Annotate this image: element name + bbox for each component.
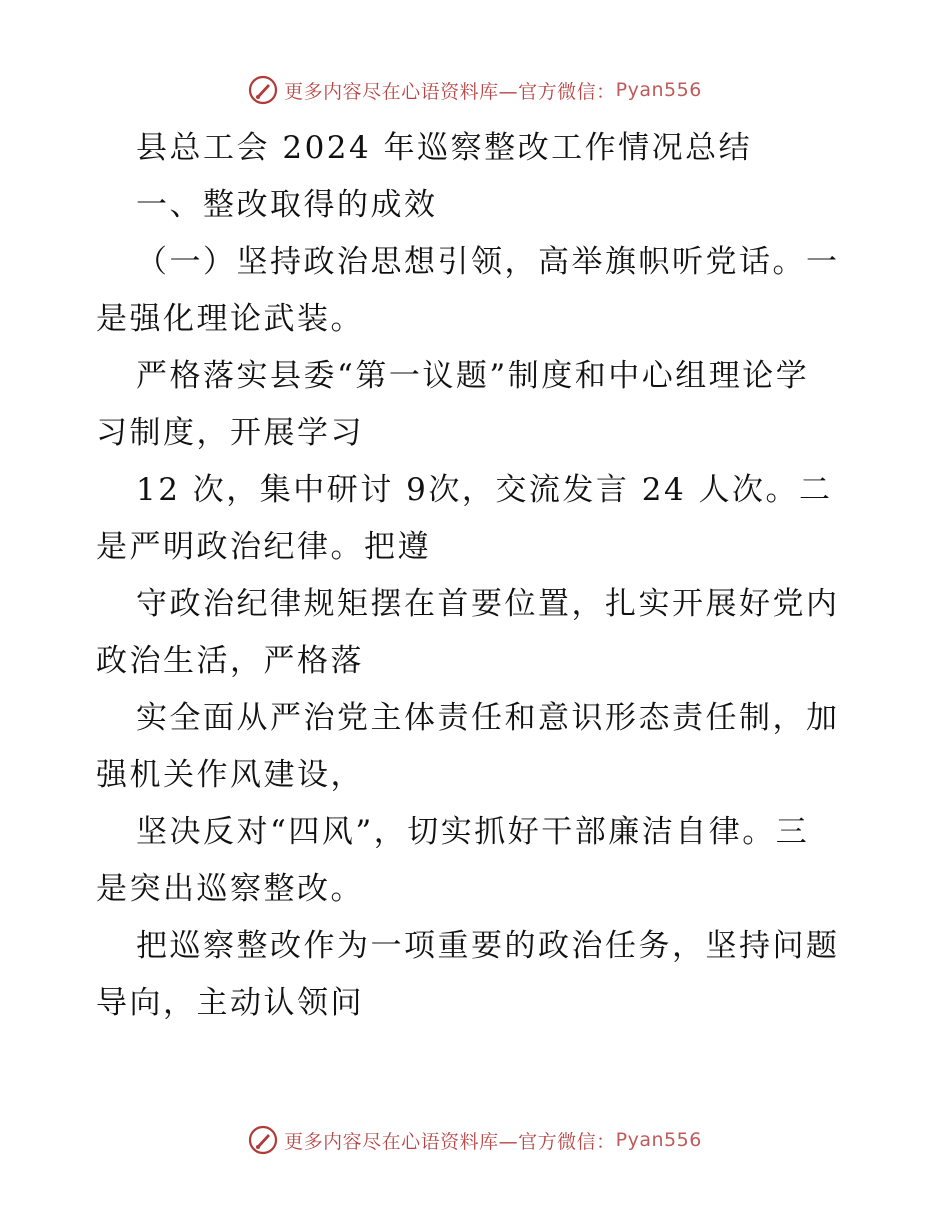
watermark-text: 更多内容尽在心语资料库—官方微信： bbox=[284, 80, 616, 103]
text-line: 政治生活，严格落 bbox=[96, 643, 364, 679]
text-line: 是强化理论武装。 bbox=[96, 301, 364, 337]
text-line: 习制度，开展学习 bbox=[96, 415, 364, 451]
text-line: （一）坚持政治思想引领，高举旗帜听党话。一 bbox=[136, 244, 840, 280]
document-body bbox=[96, 120, 856, 1032]
text-line: 强机关作风建设， bbox=[96, 757, 364, 793]
footer-watermark bbox=[0, 1120, 950, 1160]
text-line: 守政治纪律规矩摆在首要位置，扎实开展好党内 bbox=[136, 586, 840, 622]
watermark-text: 更多内容尽在心语资料库—官方微信： bbox=[284, 1130, 616, 1153]
text-line: 12 次，集中研讨 9次，交流发言 24 人次。二 bbox=[136, 472, 833, 508]
text-line: 把巡察整改作为一项重要的政治任务，坚持问题 bbox=[136, 928, 840, 964]
text-line: 严格落实县委“第一议题”制度和中心组理论学 bbox=[136, 358, 810, 394]
text-line: 县总工会 2024 年巡察整改工作情况总结 bbox=[136, 130, 753, 166]
text-line: 一、整改取得的成效 bbox=[136, 187, 438, 223]
quill-logo-icon bbox=[248, 1125, 278, 1155]
text-line: 是严明政治纪律。把遵 bbox=[96, 529, 431, 565]
text-line: 是突出巡察整改。 bbox=[96, 871, 364, 907]
text-line: 坚决反对“四风”，切实抓好干部廉洁自律。三 bbox=[136, 814, 810, 850]
text-line: 导向，主动认领问 bbox=[96, 985, 364, 1021]
header-watermark bbox=[0, 70, 950, 110]
watermark-wechat-id: Pyan556 bbox=[615, 1129, 702, 1151]
watermark-wechat-id: Pyan556 bbox=[615, 79, 702, 101]
text-line: 实全面从严治党主体责任和意识形态责任制，加 bbox=[136, 700, 840, 736]
quill-logo-icon bbox=[248, 75, 278, 105]
